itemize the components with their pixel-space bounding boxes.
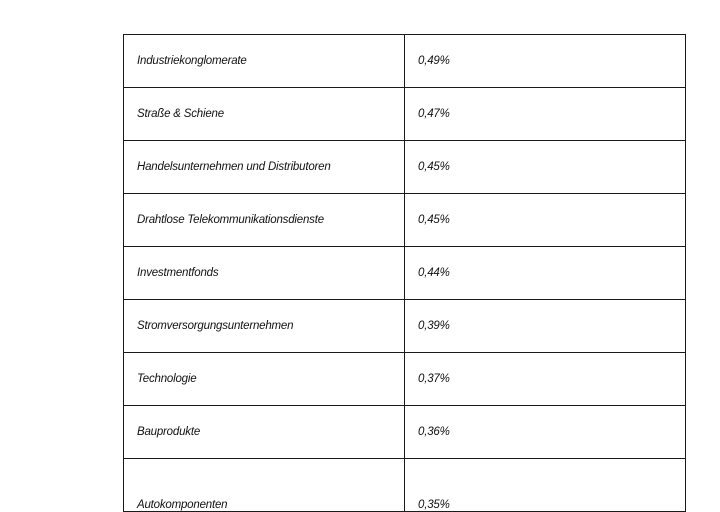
sector-weight: 0,49% bbox=[405, 35, 686, 88]
sector-weight: 0,39% bbox=[405, 300, 686, 353]
sector-name: Bauprodukte bbox=[124, 406, 405, 459]
sector-weight: 0,36% bbox=[405, 406, 686, 459]
table-row bbox=[124, 141, 686, 194]
sector-weight: 0,45% bbox=[405, 141, 686, 194]
table-row bbox=[124, 35, 686, 88]
sector-name: Autokomponenten bbox=[124, 459, 405, 512]
table-row bbox=[124, 406, 686, 459]
sector-name: Handelsunternehmen und Distributoren bbox=[124, 141, 405, 194]
sector-allocation-table bbox=[123, 34, 686, 512]
table-row bbox=[124, 194, 686, 247]
sector-name: Investmentfonds bbox=[124, 247, 405, 300]
table-row bbox=[124, 459, 686, 512]
sector-name: Drahtlose Telekommunikationsdienste bbox=[124, 194, 405, 247]
sector-weight: 0,45% bbox=[405, 194, 686, 247]
table-row bbox=[124, 88, 686, 141]
table-body bbox=[124, 35, 686, 512]
sector-name: Straße & Schiene bbox=[124, 88, 405, 141]
sector-weight: 0,37% bbox=[405, 353, 686, 406]
table-row bbox=[124, 353, 686, 406]
table-row bbox=[124, 300, 686, 353]
sector-weight: 0,44% bbox=[405, 247, 686, 300]
sector-name: Stromversorgungsunternehmen bbox=[124, 300, 405, 353]
sector-weight: 0,35% bbox=[405, 459, 686, 512]
table-row bbox=[124, 247, 686, 300]
sector-name: Technologie bbox=[124, 353, 405, 406]
sector-weight: 0,47% bbox=[405, 88, 686, 141]
sector-name: Industriekonglomerate bbox=[124, 35, 405, 88]
